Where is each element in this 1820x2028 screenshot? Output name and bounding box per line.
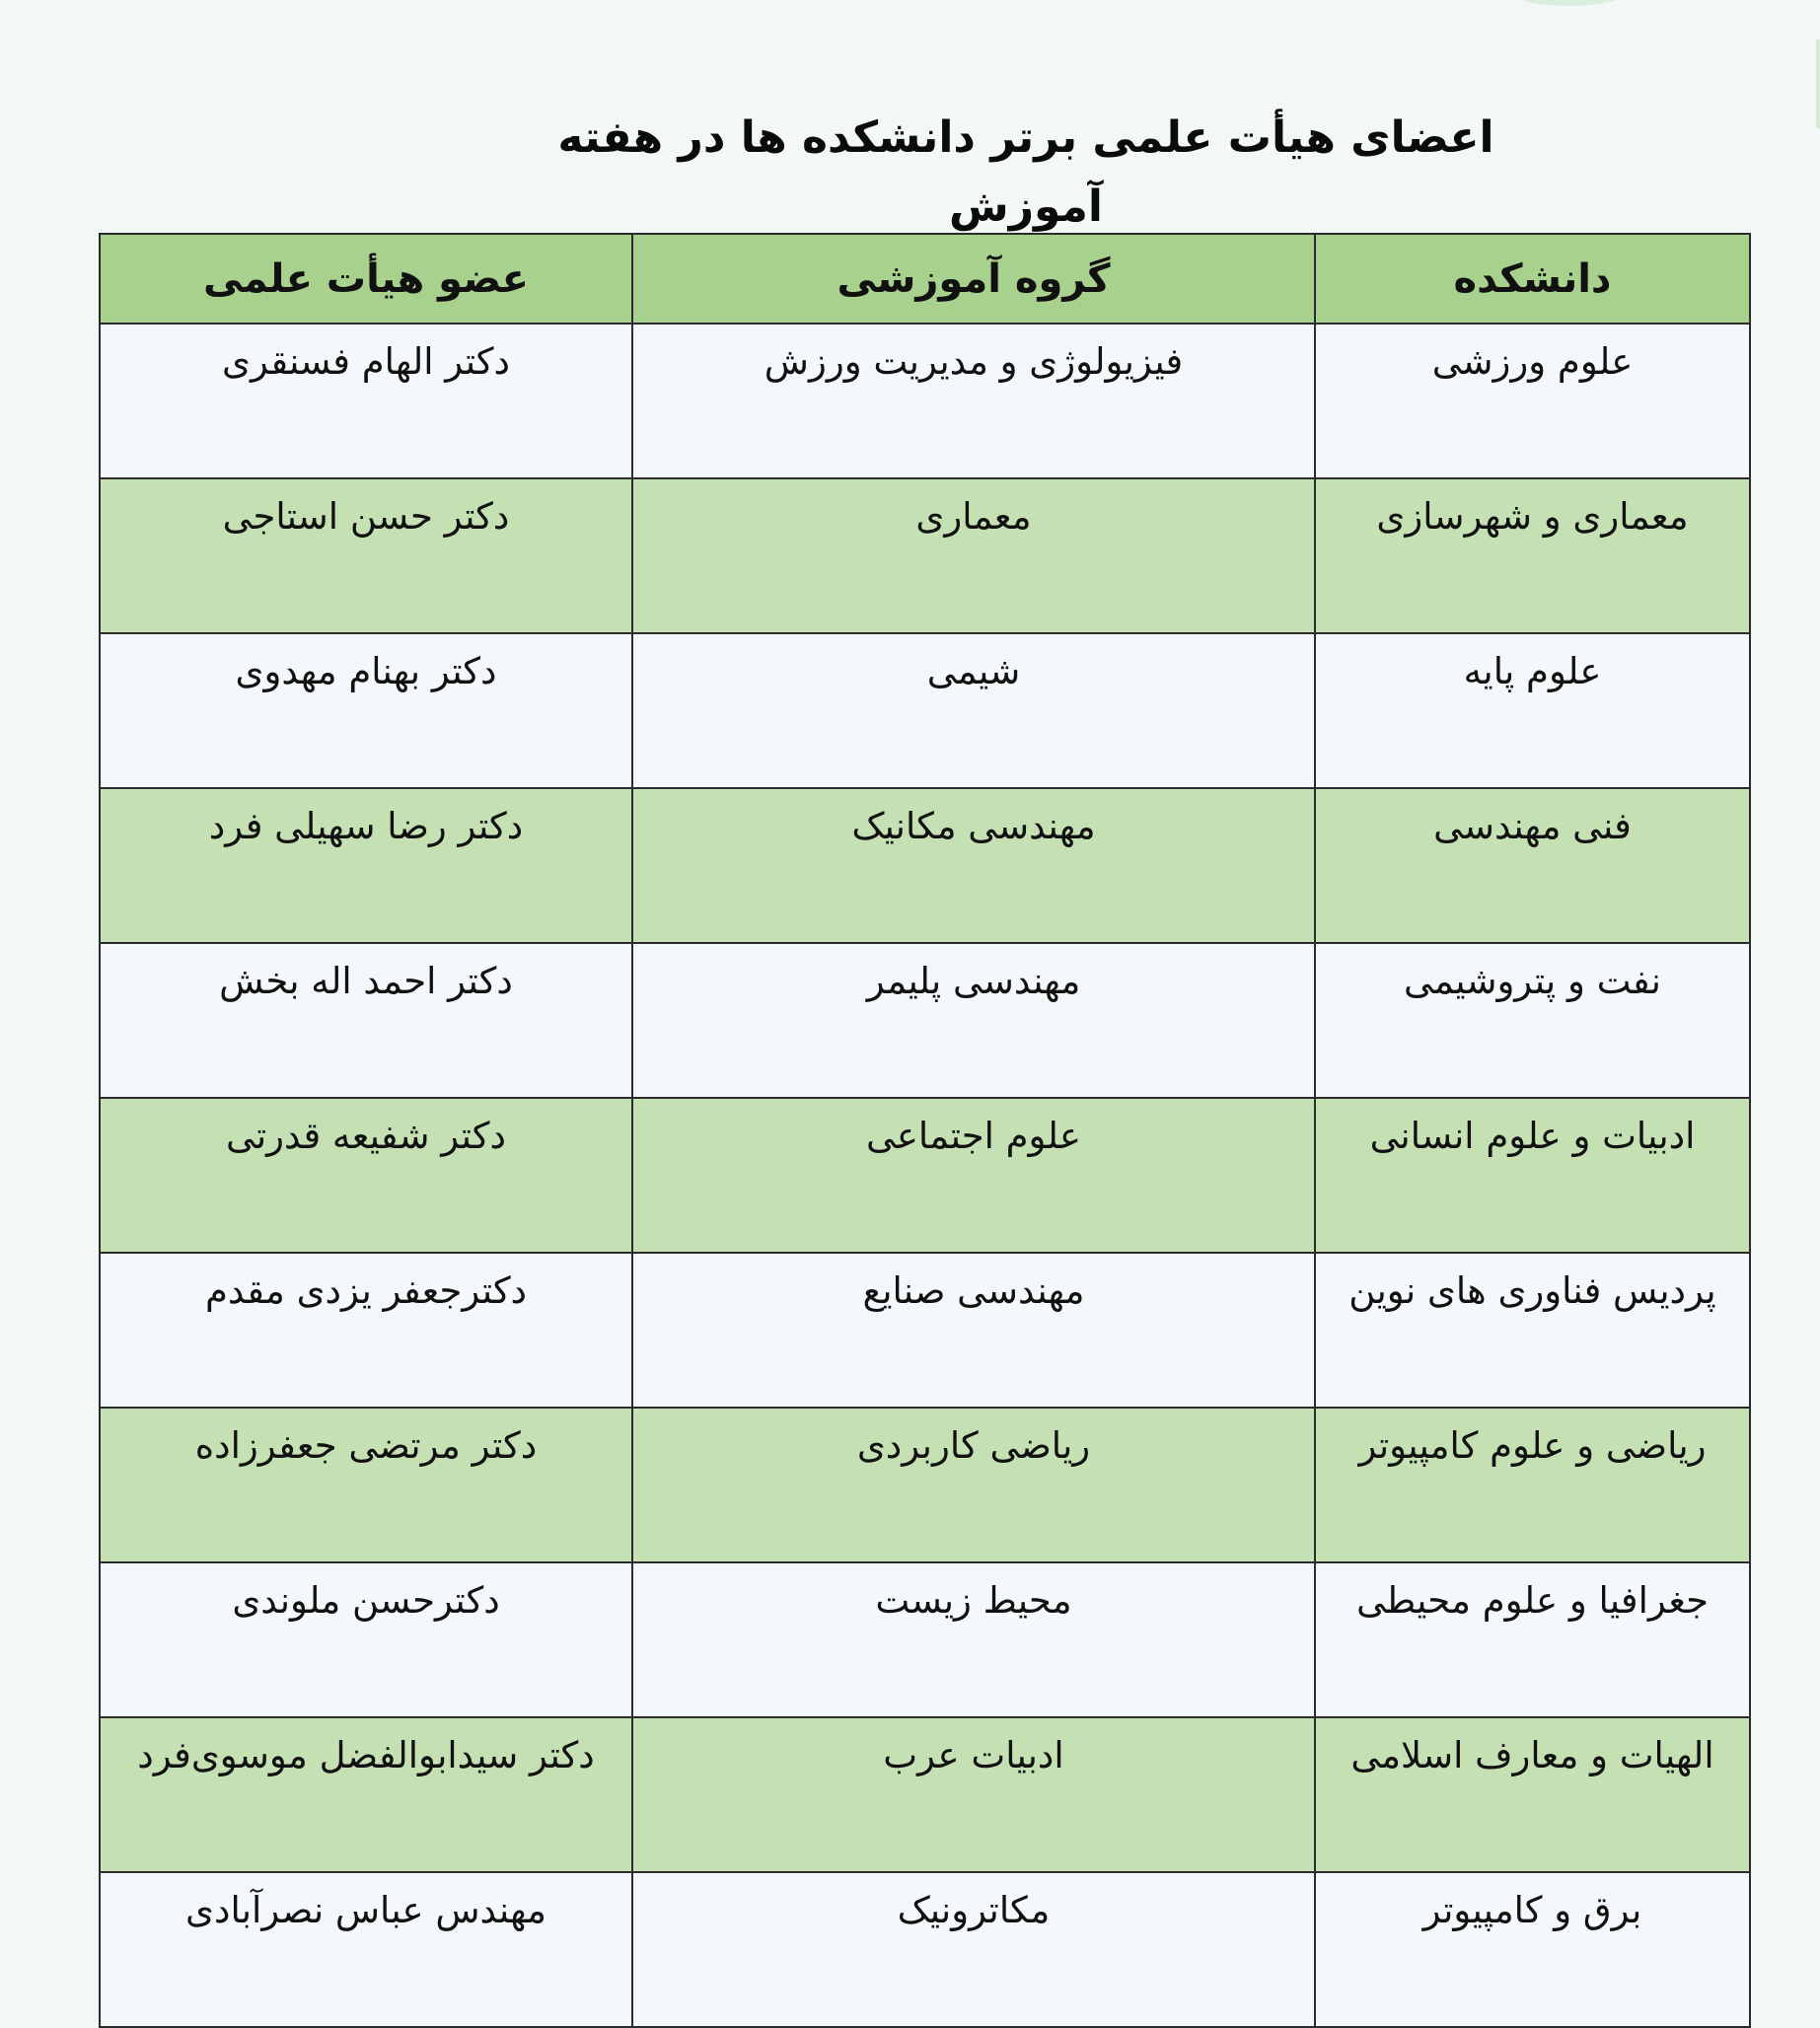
cell-member: دکتر بهنام مهدوی (100, 633, 632, 788)
cell-member: دکتر سیدابوالفضل موسوی‌فرد (100, 1717, 632, 1872)
edge-decoration (1816, 39, 1820, 128)
table-row (100, 633, 1750, 788)
table-row (100, 943, 1750, 1098)
cell-member: دکتر رضا سهیلی فرد (100, 788, 632, 943)
cell-group: شیمی (632, 633, 1315, 788)
cell-faculty: برق و کامپیوتر (1315, 1872, 1750, 2027)
cell-member: دکترجعفر یزدی مقدم (100, 1253, 632, 1408)
cell-faculty: الهیات و معارف اسلامی (1315, 1717, 1750, 1872)
cell-faculty: ادبیات و علوم انسانی (1315, 1098, 1750, 1253)
cell-faculty: علوم ورزشی (1315, 324, 1750, 478)
cell-member: دکتر مرتضی جعفرزاده (100, 1408, 632, 1562)
cell-group: مهندسی مکانیک (632, 788, 1315, 943)
cell-member: مهندس عباس نصرآبادی (100, 1872, 632, 2027)
cell-faculty: معماری و شهرسازی (1315, 478, 1750, 633)
table-row (100, 1562, 1750, 1717)
cell-group: معماری (632, 478, 1315, 633)
table-row (100, 1098, 1750, 1253)
cell-faculty: علوم پایه (1315, 633, 1750, 788)
cell-group: محیط زیست (632, 1562, 1315, 1717)
cell-group: مهندسی صنایع (632, 1253, 1315, 1408)
table-row (100, 324, 1750, 478)
cell-group: ریاضی کاربردی (632, 1408, 1315, 1562)
table-row (100, 478, 1750, 633)
table-header-row (100, 234, 1750, 324)
cell-faculty: پردیس فناوری های نوین (1315, 1253, 1750, 1408)
cell-member: دکتر الهام فسنقری (100, 324, 632, 478)
page-title: اعضای هیأت علمی برتر دانشکده ها در هفته آموزش (557, 112, 1494, 232)
cell-member: دکتر حسن استاجی (100, 478, 632, 633)
cell-member: دکتر احمد اله بخش (100, 943, 632, 1098)
cell-faculty: فنی مهندسی (1315, 788, 1750, 943)
cell-group: ادبیات عرب (632, 1717, 1315, 1872)
cell-member: دکتر شفیعه قدرتی (100, 1098, 632, 1253)
cell-group: فیزیولوژی و مدیریت ورزش (632, 324, 1315, 478)
cell-faculty: جغرافیا و علوم محیطی (1315, 1562, 1750, 1717)
cell-group: مهندسی پلیمر (632, 943, 1315, 1098)
corner-decoration (1514, 0, 1623, 6)
cell-group: مکاترونیک (632, 1872, 1315, 2027)
table-row (100, 1717, 1750, 1872)
table-row (100, 1408, 1750, 1562)
table-row (100, 788, 1750, 943)
header-member: عضو هیأت علمی (100, 234, 632, 324)
cell-group: علوم اجتماعی (632, 1098, 1315, 1253)
table-row (100, 1872, 1750, 2027)
cell-member: دکترحسن ملوندی (100, 1562, 632, 1717)
header-group: گروه آموزشی (632, 234, 1315, 324)
table-row (100, 1253, 1750, 1408)
cell-faculty: نفت و پتروشیمی (1315, 943, 1750, 1098)
faculty-table (99, 233, 1751, 2028)
header-faculty: دانشکده (1315, 234, 1750, 324)
cell-faculty: ریاضی و علوم کامپیوتر (1315, 1408, 1750, 1562)
